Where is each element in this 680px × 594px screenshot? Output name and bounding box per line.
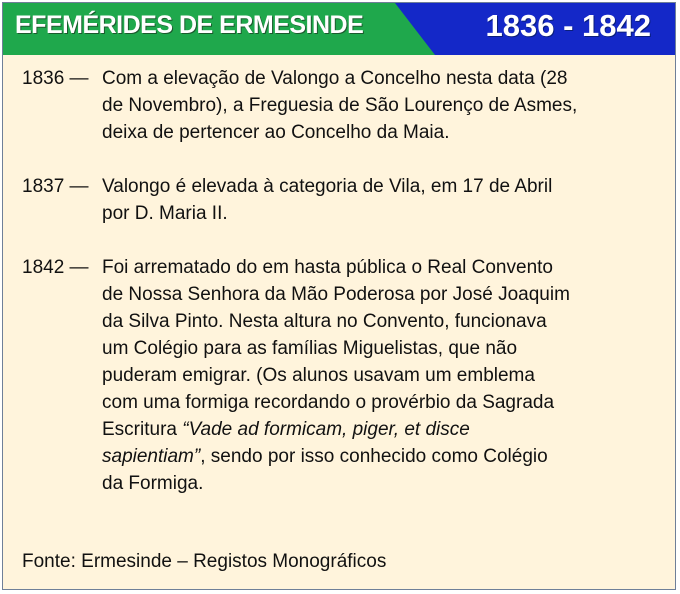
entry-text-after: , sendo por isso conhecido como Colégio da Formiga.: [102, 446, 548, 494]
page-title: EFEMÉRIDES DE ERMESINDE: [15, 11, 364, 39]
entry-text: Com a elevação de Valongo a Concelho nesta data (28 de Novembro), a Freguesia de São Lourenço de Asmes, deixa de pertencer ao Concelho da Maia.: [102, 68, 578, 143]
entries-list: [22, 65, 662, 524]
latin-quote: “Vade ad formicam, piger, et disce sapientiam”: [102, 419, 470, 467]
entry-year: 1836 —: [22, 68, 89, 89]
entry-text: Valongo é elevada à categoria de Vila, em 17 de Abril por D. Maria II.: [102, 176, 553, 224]
entry-year: 1842 —: [22, 257, 89, 278]
year-range: 1836 - 1842: [485, 8, 651, 43]
entry-text: [102, 254, 662, 497]
entry-year: 1837 —: [22, 176, 89, 197]
header-bar: [3, 3, 676, 55]
ephemerides-card: [2, 2, 676, 590]
source-note: Fonte: Ermesinde – Registos Monográficos: [22, 551, 387, 572]
entry-1842: [22, 254, 662, 497]
entry-1836: [22, 65, 662, 146]
entry-1837: [22, 173, 662, 227]
entry-text-before: Foi arrematado do em hasta pública o Real Convento de Nossa Senhora da Mão Poderosa por José Joaquim da Silva Pinto. Nesta altura no Convento, funcionava um Colégio para as famílias Miguelistas, que não puderam emigrar. (Os alunos usavam um emblema com uma formiga recordando o provérbio da Sagrada Escritura: [102, 257, 570, 440]
